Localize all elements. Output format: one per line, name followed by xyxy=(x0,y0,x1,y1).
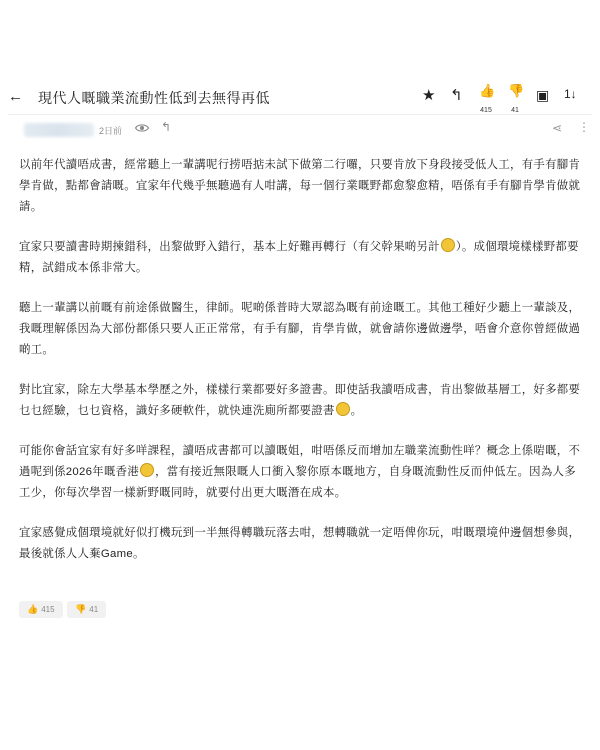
post-meta xyxy=(0,118,600,142)
post-paragraph: 對比宜家，除左大學基本學歷之外，樣樣行業都要好多證書。即使話我讀唔成書，肯出黎做基層工，好多都要乜乜經驗，乜乜資格，識好多硬軟件，就快連洗廁所都要證書 。 xyxy=(19,384,581,417)
share-icon[interactable]: ⋖ xyxy=(552,121,563,135)
thumbs-up-icon: 👍 xyxy=(27,604,39,614)
thread-like-count: 415 xyxy=(480,107,492,114)
thread-title: 現代人嘅職業流動性低到去無得再低 xyxy=(38,90,270,106)
emoji-icon xyxy=(336,402,350,416)
post-paragraph: 可能你會話宜家有好多咩課程，讀唔成書都可以讀嘅姐，咁唔係反而增加左職業流動性咩？概念上係啱嘅，不過呢到係2026年嘅香港 ，當有接近無限嘅人口衝入黎你原本嘅地方，自身嘅流動性反而仲低左。因為人多工少，你每次學習一樣新野嘅同時，就要付出更大嘅潛在成本。 xyxy=(19,445,581,499)
post-paragraph: 以前年代讀唔成書，經常聽上一輩講呢行捞唔掂未試下做第二行囉，只要肯放下身段接受低人工，有手有腳肯學肯做，點都會請嘅。宜家年代幾乎無聽過有人咁講，每一個行業嘅野都愈黎愈精，唔係有手有腳肯學肯做就請。 xyxy=(19,159,581,213)
reply-icon[interactable]: ↰ xyxy=(450,87,463,104)
post-paragraph: 聽上一輩講以前嘅有前途係做醫生，律師。呢啲係普時大眾認為嘅有前途嘅工。其他工種好少聽上一輩談及，我嘅理解係因為大部份都係只要人正正常常，有手有腳，肯學肯做，就會請你邊做邊學，唔會介意你曾經做過啲工。 xyxy=(19,302,581,356)
thumbs-down-icon[interactable]: 👎 xyxy=(508,83,525,98)
quote-reply-icon[interactable]: ↰ xyxy=(161,120,172,134)
more-options-icon[interactable]: ⋮ xyxy=(578,120,590,134)
post-body xyxy=(19,155,583,584)
back-arrow-icon[interactable]: ← xyxy=(8,88,23,105)
username-redacted xyxy=(24,123,94,137)
post-paragraph: 宜家只要讀書時期揀錯科，出黎做野入錯行，基本上好難再轉行（有父幹果啲另計 ）。成個環境樣樣野都要精，試錯成本係非常大。 xyxy=(19,237,583,279)
post-time: 2日前 xyxy=(99,126,123,136)
jump-to-page-icon[interactable]: 1↓ xyxy=(564,87,577,101)
image-icon[interactable]: ▣ xyxy=(536,87,550,103)
post-dislike-button[interactable]: 👎 41 xyxy=(67,601,106,618)
thread-dislike-count: 41 xyxy=(511,107,519,114)
star-icon[interactable]: ★ xyxy=(422,87,436,104)
eye-icon[interactable] xyxy=(135,121,149,135)
thumbs-up-icon[interactable]: 👍 xyxy=(479,83,496,98)
thread-header xyxy=(0,78,600,118)
emoji-icon xyxy=(441,238,455,252)
thumbs-down-icon: 👎 xyxy=(75,604,87,614)
header-divider xyxy=(8,114,592,115)
post-like-button[interactable]: 👍 415 xyxy=(19,601,63,618)
emoji-icon xyxy=(140,463,154,477)
post-vote-bar xyxy=(19,599,106,619)
post-paragraph: 宜家感覺成個環境就好似打機玩到一半無得轉職玩落去咁，想轉職就一定唔俾你玩，咁嘅環境仲邊個想參與，最後就係人人棄Game。 xyxy=(19,527,581,560)
